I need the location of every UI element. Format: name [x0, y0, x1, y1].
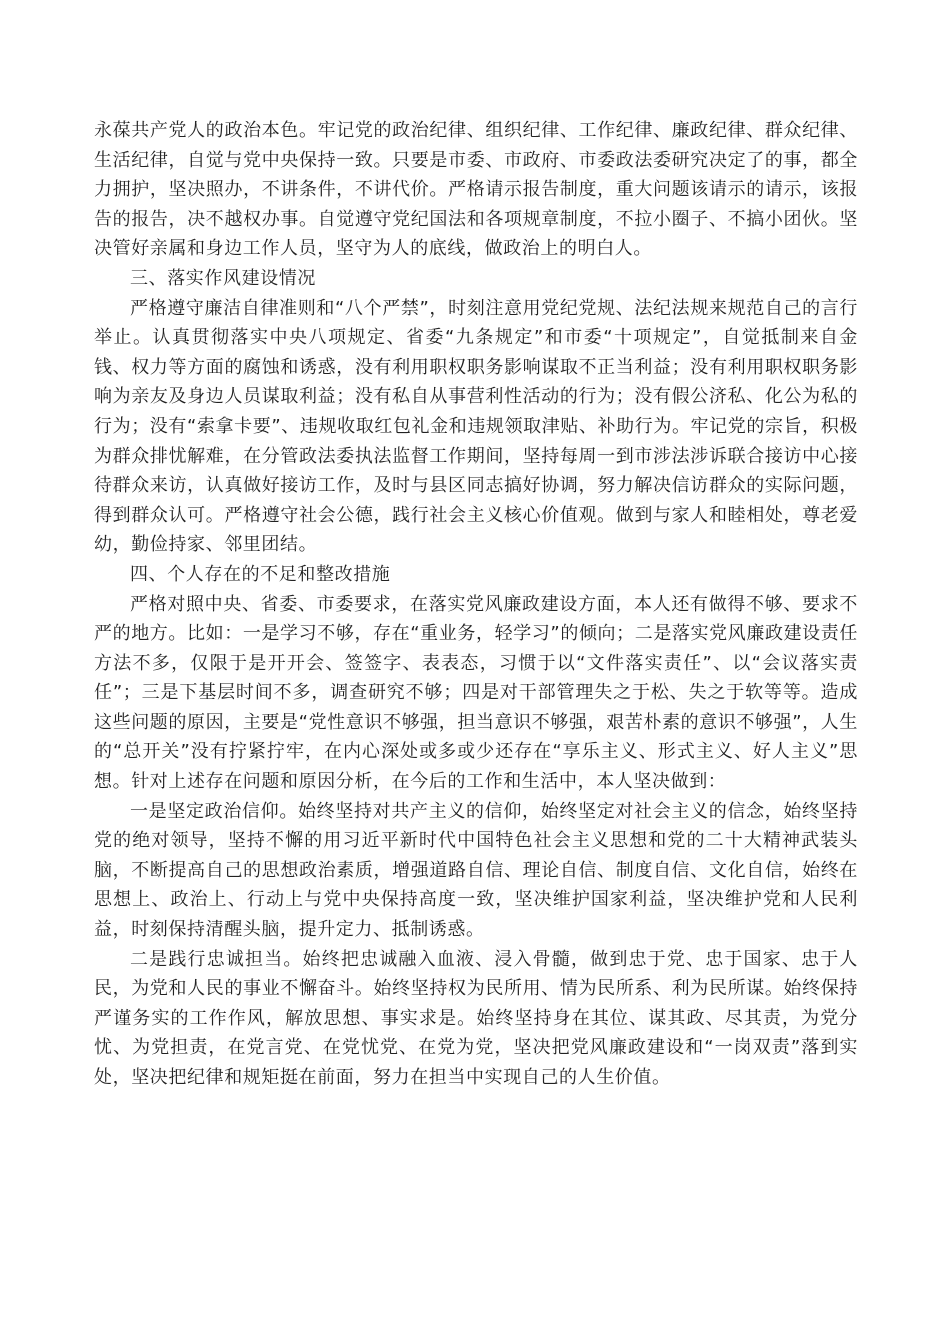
document-page: [94, 116, 858, 1093]
section-heading-4: 四、个人存在的不足和整改措施: [130, 563, 391, 585]
paragraph-shortcomings: 严格对照中央、省委、市委要求，在落实党风廉政建设方面，本人还有做得不够、要求不严的地方。比如：一是学习不够，存在“重业务，轻学习”的倾向；二是落实党风廉政建设责任方法不多，仅限于是开开会、签签字、表表态，习惯于以“文件落实责任”、以“会议落实责任”；三是下基层时间不多，调查研究不够；四是对干部管理失之于松、失之于软等等。造成这些问题的原因，主要是“党性意识不够强，担当意识不够强，艰苦朴素的意识不够强”，人生的“总开关”没有拧紧拧牢，在内心深处或多或少还存在“享乐主义、形式主义、好人主义”思想。针对上述存在问题和原因分析，在今后的工作和生活中，本人坚决做到：: [94, 593, 858, 793]
section-heading-3: 三、落实作风建设情况: [130, 267, 316, 289]
paragraph-measure-2: 二是践行忠诚担当。始终把忠诚融入血液、浸入骨髓，做到忠于党、忠于国家、忠于人民，为党和人民的事业不懈奋斗。始终坚持权为民所用、情为民所系、利为民所谋。始终保持严谨务实的工作作风，解放思想、事实求是。始终坚持身在其位、谋其政、尽其责，为党分忧、为党担责，在党言党、在党忧党、在党为党，坚决把党风廉政建设和“一岗双责”落到实处，坚决把纪律和规矩挺在前面，努力在担当中实现自己的人生价值。: [94, 948, 858, 1088]
paragraph-measure-1: 一是坚定政治信仰。始终坚持对共产主义的信仰，始终坚定对社会主义的信念，始终坚持党的绝对领导，坚持不懈的用习近平新时代中国特色社会主义思想和党的二十大精神武装头脑，不断提高自己的思想政治素质，增强道路自信、理论自信、制度自信、文化自信，始终在思想上、政治上、行动上与党中央保持高度一致，坚决维护国家利益，坚决维护党和人民利益，时刻保持清醒头脑，提升定力、抵制诱惑。: [94, 800, 858, 941]
paragraph-style-building: 严格遵守廉洁自律准则和“八个严禁”，时刻注意用党纪党规、法纪法规来规范自己的言行举止。认真贯彻落实中央八项规定、省委“九条规定”和市委“十项规定”，自觉抵制来自金钱、权力等方面的腐蚀和诱惑，没有利用职权职务影响谋取不正当利益；没有利用职权职务影响为亲友及身边人员谋取利益；没有私自从事营利性活动的行为；没有假公济私、化公为私的行为；没有“索拿卡要”、违规收取红包礼金和违规领取津贴、补助行为。牢记党的宗旨，积极为群众排忧解难，在分管政法委执法监督工作期间，坚持每周一到市涉法涉诉联合接访中心接待群众来访，认真做好接访工作，及时与县区同志搞好协调，努力解决信访群众的实际问题，得到群众认可。严格遵守社会公德，践行社会主义核心价值观。做到与家人和睦相处，尊老爱幼，勤俭持家、邻里团结。: [94, 297, 858, 556]
paragraph-continuation: 永葆共产党人的政治本色。牢记党的政治纪律、组织纪律、工作纪律、廉政纪律、群众纪律、生活纪律，自觉与党中央保持一致。只要是市委、市政府、市委政法委研究决定了的事，都全力拥护，坚决照办，不讲条件，不讲代价。严格请示报告制度，重大问题该请示的请示，该报告的报告，决不越权办事。自觉遵守党纪国法和各项规章制度，不拉小圈子、不搞小团伙。坚决管好亲属和身边工作人员，坚守为人的底线，做政治上的明白人。: [94, 120, 858, 260]
